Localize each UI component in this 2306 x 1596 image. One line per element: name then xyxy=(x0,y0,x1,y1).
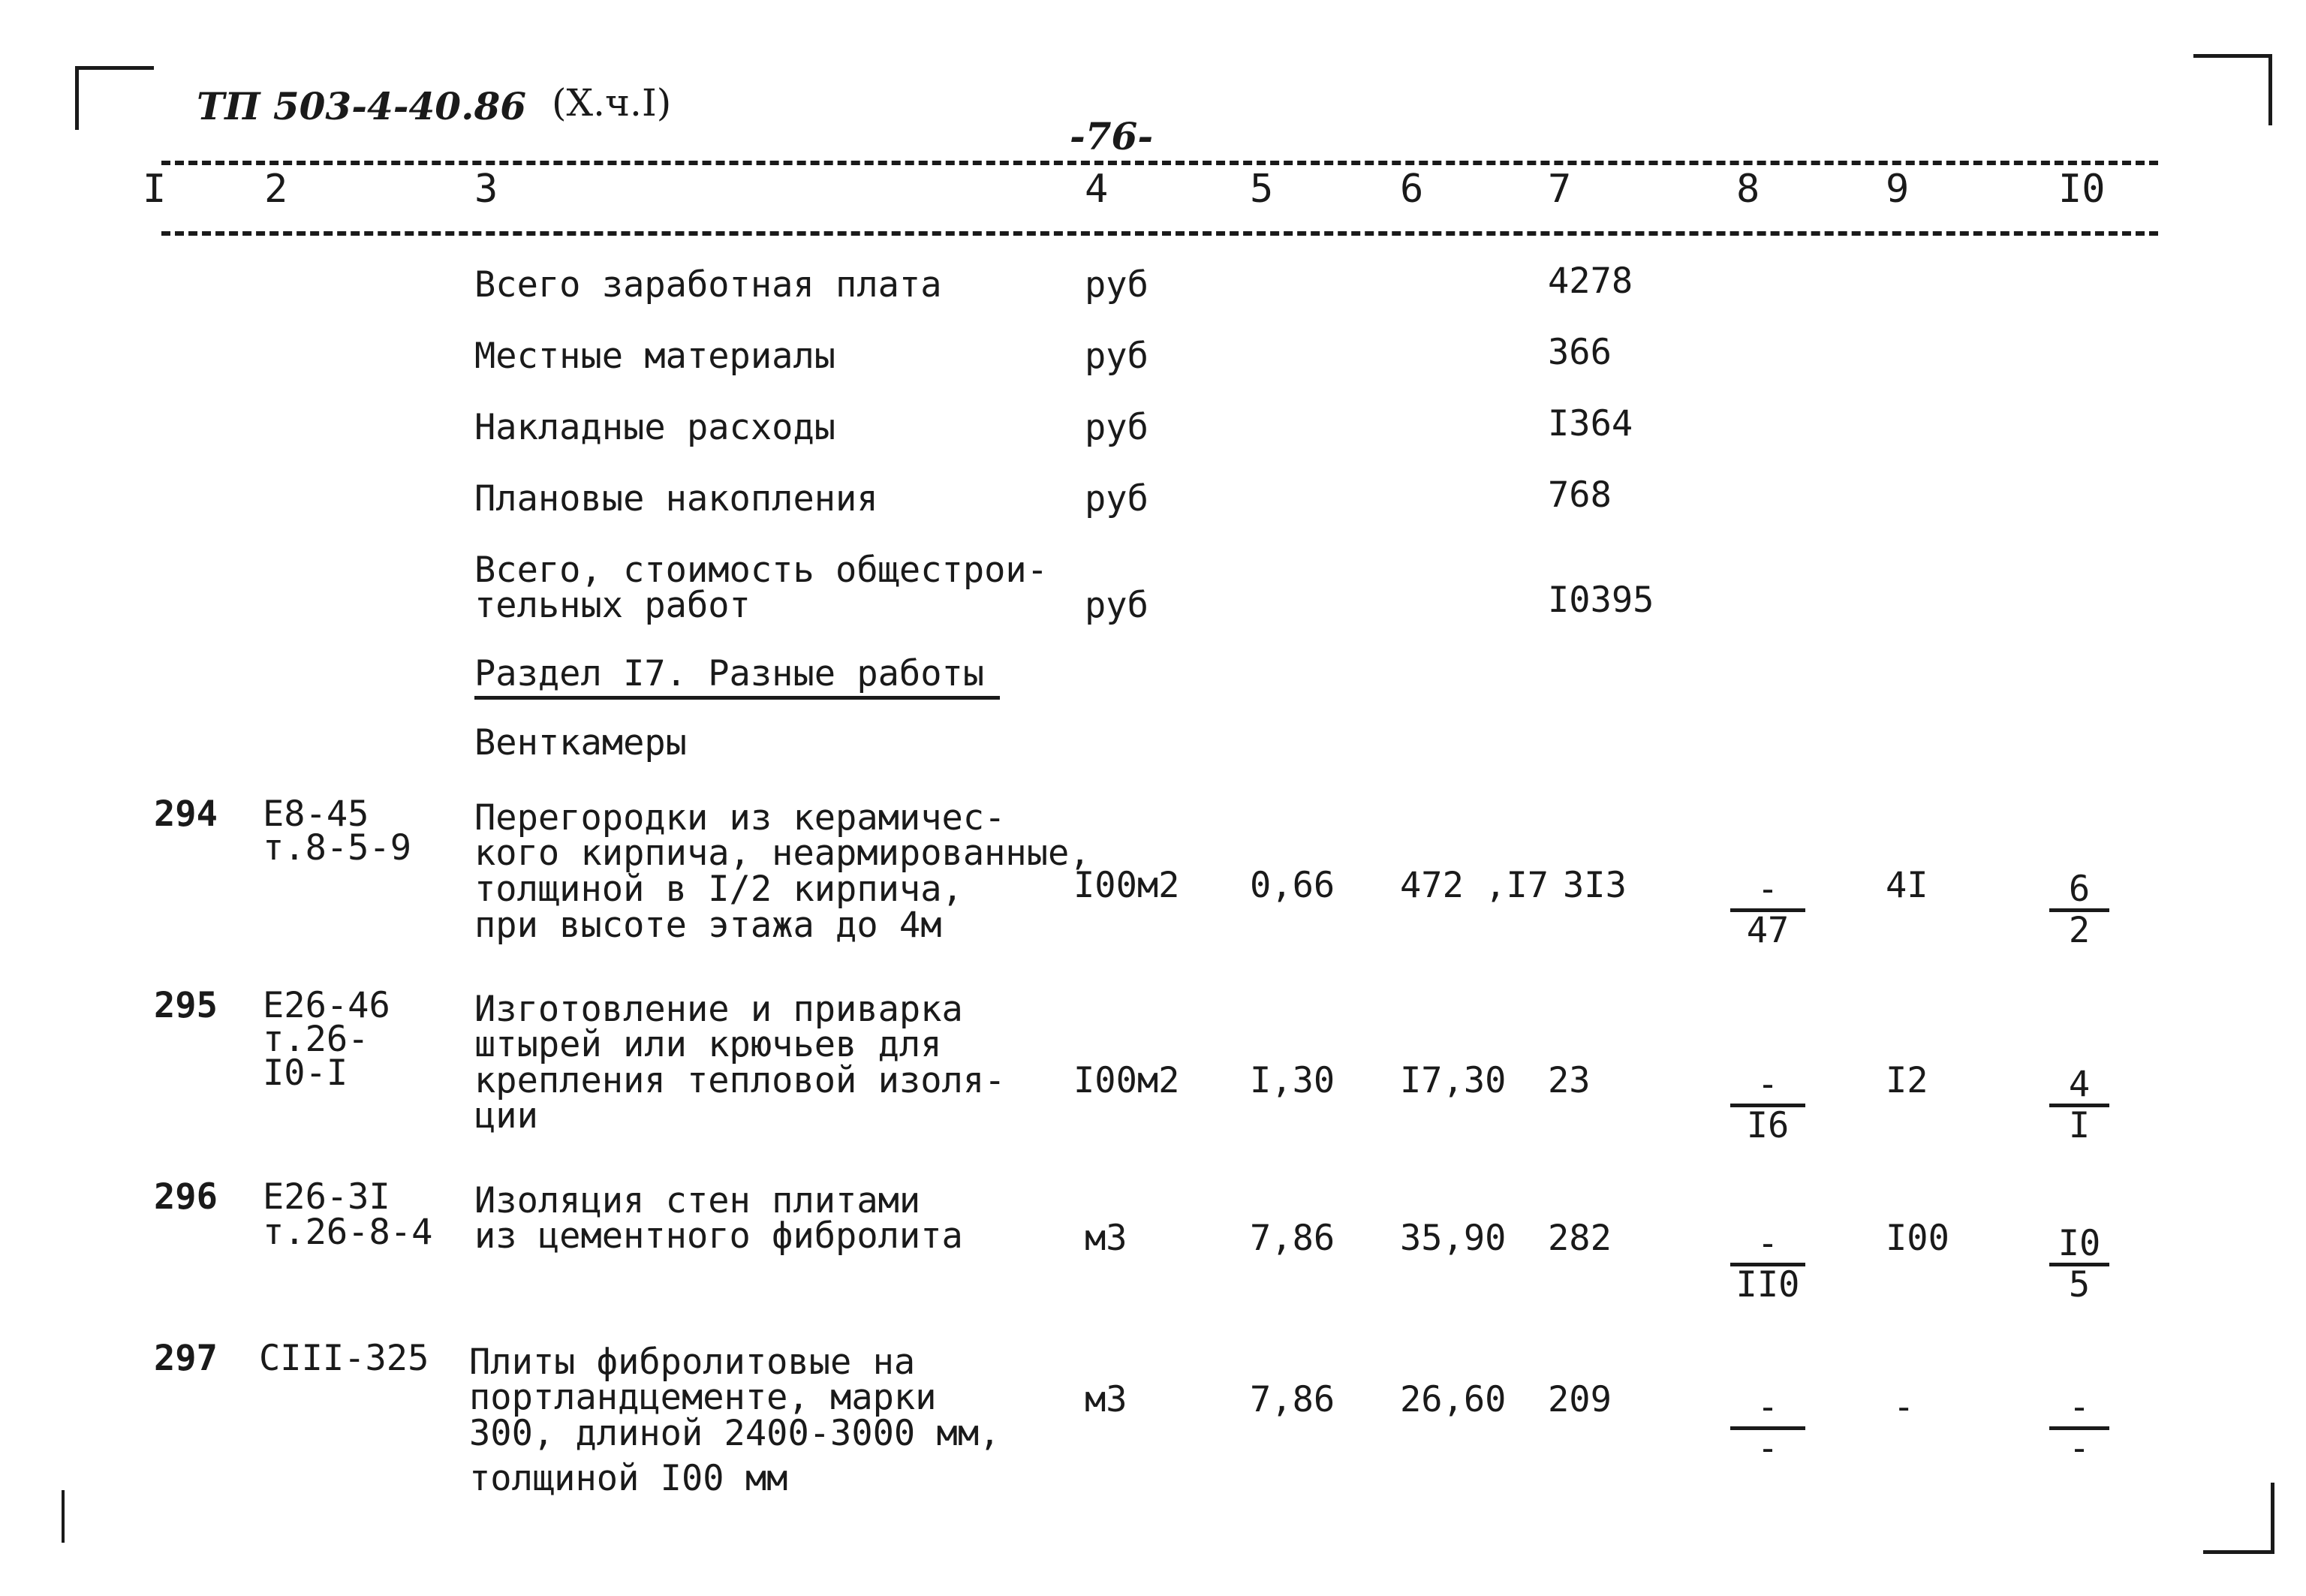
summary-unit: руб xyxy=(1085,336,1148,377)
col-header-10: I0 xyxy=(2058,167,2106,212)
row-description: Перегородки из керамичес- xyxy=(474,797,1006,839)
fraction-numerator: - xyxy=(1730,871,1805,912)
row-col9: I2 xyxy=(1886,1060,1928,1101)
row-quantity: 0,66 xyxy=(1250,865,1335,906)
summary-value: 4278 xyxy=(1548,260,1633,302)
row-code: т.26- xyxy=(263,1019,369,1060)
row-code: Е8-45 xyxy=(263,793,369,835)
fraction-denominator: II0 xyxy=(1736,1264,1800,1305)
row-description: портландцементе, марки xyxy=(469,1377,937,1418)
row-col8-fraction xyxy=(1730,1225,1805,1304)
corner-mark-top-right xyxy=(2193,54,2272,125)
row-number: 294 xyxy=(154,793,218,835)
row-description: Изготовление и приварка xyxy=(474,989,963,1030)
section-subtitle: Венткамеры xyxy=(474,722,687,763)
summary-name-line2: тельных работ xyxy=(474,585,751,626)
row-quantity: I,30 xyxy=(1250,1060,1335,1101)
summary-unit: руб xyxy=(1085,407,1148,448)
fraction-numerator: - xyxy=(1730,1225,1805,1266)
summary-name: Местные материалы xyxy=(474,336,836,377)
row-unit: м3 xyxy=(1085,1218,1127,1259)
row-description: 300, длиной 2400-3000 мм, xyxy=(469,1413,1001,1454)
row-price: 472 ,I7 xyxy=(1400,865,1549,906)
row-col9: I00 xyxy=(1886,1218,1949,1259)
col-header-4: 4 xyxy=(1085,167,1109,212)
fraction-denominator: - xyxy=(1757,1428,1779,1469)
fraction-denominator: - xyxy=(2068,1428,2091,1469)
header-rule-bottom xyxy=(161,231,2158,236)
row-description: штырей или крючьев для xyxy=(474,1024,942,1065)
fraction-denominator: I xyxy=(2068,1105,2091,1146)
summary-name: Всего заработная плата xyxy=(474,264,942,306)
fraction-numerator: 4 xyxy=(2049,1066,2109,1107)
row-number: 296 xyxy=(154,1176,218,1218)
col-header-8: 8 xyxy=(1736,167,1760,212)
summary-name: Плановые накопления xyxy=(474,478,878,519)
row-unit: I00м2 xyxy=(1073,865,1180,906)
row-col8-fraction xyxy=(1730,1066,1805,1145)
row-code: Е26-3I xyxy=(263,1176,390,1218)
corner-mark-bottom-left xyxy=(62,1490,110,1543)
summary-unit: руб xyxy=(1085,264,1148,306)
row-description: Плиты фибролитовые на xyxy=(469,1342,916,1383)
row-code: т.8-5-9 xyxy=(263,827,412,869)
header-rule-top xyxy=(161,161,2158,165)
row-col10-fraction xyxy=(2049,871,2109,950)
row-price: 26,60 xyxy=(1400,1379,1507,1420)
row-description: крепления тепловой изоля- xyxy=(474,1060,1006,1101)
summary-value: I364 xyxy=(1548,403,1633,444)
col-header-1: I xyxy=(143,167,167,212)
fraction-denominator: 5 xyxy=(2068,1264,2091,1305)
row-col10-fraction xyxy=(2049,1389,2109,1468)
row-unit: I00м2 xyxy=(1073,1060,1180,1101)
row-description: при высоте этажа до 4м xyxy=(474,905,942,946)
section-title: Раздел I7. Разные работы xyxy=(474,655,1000,700)
row-description: Изоляция стен плитами xyxy=(474,1180,921,1221)
col-header-3: 3 xyxy=(474,167,498,212)
fraction-numerator: - xyxy=(1730,1066,1805,1107)
summary-value: 366 xyxy=(1548,332,1612,373)
fraction-numerator: 6 xyxy=(2049,871,2109,912)
fraction-denominator: I6 xyxy=(1746,1105,1790,1146)
col-header-6: 6 xyxy=(1400,167,1424,212)
summary-unit: руб xyxy=(1085,585,1148,626)
row-col8-fraction xyxy=(1730,1389,1805,1468)
row-price: 35,90 xyxy=(1400,1218,1507,1259)
row-unit: м3 xyxy=(1085,1379,1127,1420)
row-total: 3I3 xyxy=(1563,865,1627,906)
row-col10-fraction xyxy=(2049,1066,2109,1145)
fraction-numerator: - xyxy=(1730,1389,1805,1430)
summary-name: Накладные расходы xyxy=(474,407,836,448)
row-code: СIII-325 xyxy=(259,1338,429,1379)
row-description: ции xyxy=(474,1095,538,1137)
corner-mark-top-left xyxy=(75,66,154,130)
row-total: 23 xyxy=(1548,1060,1591,1101)
fraction-numerator: - xyxy=(2049,1389,2109,1430)
summary-unit: руб xyxy=(1085,478,1148,519)
corner-mark-bottom-right xyxy=(2203,1483,2274,1554)
fraction-denominator: 47 xyxy=(1746,910,1790,951)
row-description: из цементного фибролита xyxy=(474,1215,963,1257)
summary-value: I0395 xyxy=(1548,580,1654,621)
row-description: толщиной I00 мм xyxy=(469,1458,788,1499)
row-quantity: 7,86 xyxy=(1250,1218,1335,1259)
row-price: I7,30 xyxy=(1400,1060,1507,1101)
col-header-2: 2 xyxy=(264,167,288,212)
row-col9: - xyxy=(1893,1387,1915,1428)
fraction-denominator: 2 xyxy=(2068,910,2091,951)
row-total: 282 xyxy=(1548,1218,1612,1259)
row-description: толщиной в I/2 кирпича, xyxy=(474,869,963,910)
col-header-5: 5 xyxy=(1250,167,1274,212)
summary-value: 768 xyxy=(1548,474,1612,516)
summary-name-line1: Всего, стоимость общестрои- xyxy=(474,550,1049,591)
doc-code: ТП 503-4-40.86 xyxy=(197,84,527,128)
page-number: -76- xyxy=(1070,114,1154,158)
volume-label: (Х.ч.I) xyxy=(552,81,672,125)
row-code: I0-I xyxy=(263,1052,348,1094)
row-code: Е26-46 xyxy=(263,985,390,1026)
row-description: кого кирпича, неармированные, xyxy=(474,833,1091,874)
row-number: 295 xyxy=(154,985,218,1026)
row-quantity: 7,86 xyxy=(1250,1379,1335,1420)
row-col9: 4I xyxy=(1886,865,1928,906)
col-header-9: 9 xyxy=(1886,167,1910,212)
row-col10-fraction xyxy=(2049,1225,2109,1304)
fraction-numerator: I0 xyxy=(2049,1225,2109,1266)
row-col8-fraction xyxy=(1730,871,1805,950)
row-total: 209 xyxy=(1548,1379,1612,1420)
row-number: 297 xyxy=(154,1338,218,1379)
row-code: т.26-8-4 xyxy=(263,1212,433,1253)
col-header-7: 7 xyxy=(1548,167,1572,212)
